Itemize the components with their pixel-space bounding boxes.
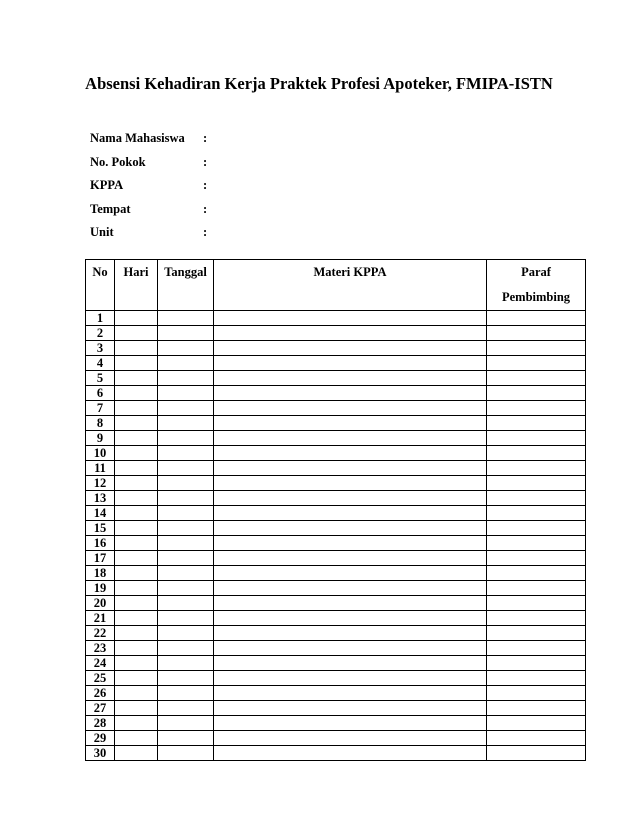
table-row — [86, 536, 586, 551]
paraf-cell[interactable] — [487, 356, 586, 371]
hari-cell[interactable] — [115, 386, 158, 401]
table-header-row — [86, 260, 586, 311]
materi-cell[interactable] — [214, 566, 487, 581]
tanggal-cell[interactable] — [158, 491, 214, 506]
header-hari: Hari — [115, 260, 158, 311]
paraf-cell[interactable] — [487, 551, 586, 566]
row-number-cell: 23 — [86, 641, 115, 656]
materi-cell[interactable] — [214, 596, 487, 611]
field-separator: : — [203, 225, 208, 239]
materi-cell[interactable] — [214, 341, 487, 356]
field-label: Unit — [90, 225, 114, 239]
materi-cell[interactable] — [214, 491, 487, 506]
materi-cell[interactable] — [214, 431, 487, 446]
paraf-cell[interactable] — [487, 461, 586, 476]
row-number-cell: 28 — [86, 716, 115, 731]
row-number-cell: 10 — [86, 446, 115, 461]
materi-cell[interactable] — [214, 701, 487, 716]
paraf-cell[interactable] — [487, 641, 586, 656]
header-paraf-pembimbing — [487, 260, 586, 311]
materi-cell[interactable] — [214, 461, 487, 476]
paraf-cell[interactable] — [487, 581, 586, 596]
hari-cell[interactable] — [115, 476, 158, 491]
table-row — [86, 491, 586, 506]
row-number-cell: 2 — [86, 326, 115, 341]
header-tanggal: Tanggal — [158, 260, 214, 311]
field-separator: : — [203, 154, 208, 169]
tanggal-cell[interactable] — [158, 476, 214, 491]
tanggal-cell[interactable] — [158, 401, 214, 416]
row-number-cell: 1 — [86, 311, 115, 326]
tanggal-cell[interactable] — [158, 731, 214, 746]
tanggal-cell[interactable] — [158, 641, 214, 656]
materi-cell[interactable] — [214, 506, 487, 521]
table-row — [86, 551, 586, 566]
row-number-cell: 4 — [86, 356, 115, 371]
hari-cell[interactable] — [115, 746, 158, 761]
row-number-cell: 20 — [86, 596, 115, 611]
materi-cell[interactable] — [214, 386, 487, 401]
hari-cell[interactable] — [115, 401, 158, 416]
hari-cell[interactable] — [115, 566, 158, 581]
table-row — [86, 656, 586, 671]
materi-cell[interactable] — [214, 521, 487, 536]
paraf-cell[interactable] — [487, 656, 586, 671]
materi-cell[interactable] — [214, 611, 487, 626]
paraf-cell[interactable] — [487, 731, 586, 746]
field-separator: : — [203, 178, 208, 192]
table-row — [86, 521, 586, 536]
hari-cell[interactable] — [115, 686, 158, 701]
row-number-cell: 6 — [86, 386, 115, 401]
hari-cell[interactable] — [115, 641, 158, 656]
paraf-cell[interactable] — [487, 611, 586, 626]
materi-cell[interactable] — [214, 356, 487, 371]
tanggal-cell[interactable] — [158, 521, 214, 536]
tanggal-cell[interactable] — [158, 386, 214, 401]
field-label: No. Pokok — [90, 154, 146, 169]
paraf-cell[interactable] — [487, 701, 586, 716]
paraf-cell[interactable] — [487, 521, 586, 536]
hari-cell[interactable] — [115, 596, 158, 611]
row-number-cell: 3 — [86, 341, 115, 356]
row-number-cell: 9 — [86, 431, 115, 446]
table-row — [86, 641, 586, 656]
tanggal-cell[interactable] — [158, 326, 214, 341]
hari-cell[interactable] — [115, 701, 158, 716]
materi-cell[interactable] — [214, 626, 487, 641]
table-row — [86, 731, 586, 746]
header-paraf-line2: Pembimbing — [501, 290, 571, 304]
header-paraf-line1: Paraf — [521, 265, 551, 279]
field-label: Nama Mahasiswa — [90, 131, 185, 145]
row-number-cell: 19 — [86, 581, 115, 596]
hari-cell[interactable] — [115, 326, 158, 341]
table-row — [86, 686, 586, 701]
row-number-cell: 30 — [86, 746, 115, 761]
row-number-cell: 8 — [86, 416, 115, 431]
table-row — [86, 626, 586, 641]
materi-cell[interactable] — [214, 641, 487, 656]
field-separator: : — [203, 131, 208, 145]
tanggal-cell[interactable] — [158, 566, 214, 581]
table-row — [86, 746, 586, 761]
table-row — [86, 446, 586, 461]
tanggal-cell[interactable] — [158, 461, 214, 476]
materi-cell[interactable] — [214, 401, 487, 416]
row-number-cell: 24 — [86, 656, 115, 671]
table-row — [86, 341, 586, 356]
hari-cell[interactable] — [115, 611, 158, 626]
tanggal-cell[interactable] — [158, 416, 214, 431]
materi-cell[interactable] — [214, 551, 487, 566]
paraf-cell[interactable] — [487, 386, 586, 401]
hari-cell[interactable] — [115, 446, 158, 461]
materi-cell[interactable] — [214, 476, 487, 491]
table-row — [86, 671, 586, 686]
hari-cell[interactable] — [115, 626, 158, 641]
row-number-cell: 7 — [86, 401, 115, 416]
tanggal-cell[interactable] — [158, 356, 214, 371]
paraf-cell[interactable] — [487, 596, 586, 611]
row-number-cell: 21 — [86, 611, 115, 626]
paraf-cell[interactable] — [487, 626, 586, 641]
paraf-cell[interactable] — [487, 536, 586, 551]
materi-cell[interactable] — [214, 371, 487, 386]
tanggal-cell[interactable] — [158, 431, 214, 446]
table-row — [86, 386, 586, 401]
materi-cell[interactable] — [214, 311, 487, 326]
tanggal-cell[interactable] — [158, 371, 214, 386]
table-row — [86, 311, 586, 326]
table-row — [86, 371, 586, 386]
table-row — [86, 461, 586, 476]
row-number-cell: 12 — [86, 476, 115, 491]
field-label: KPPA — [90, 178, 124, 192]
hari-cell[interactable] — [115, 491, 158, 506]
row-number-cell: 15 — [86, 521, 115, 536]
row-number-cell: 14 — [86, 506, 115, 521]
paraf-cell[interactable] — [487, 746, 586, 761]
paraf-cell[interactable] — [487, 566, 586, 581]
row-number-cell: 13 — [86, 491, 115, 506]
row-number-cell: 27 — [86, 701, 115, 716]
row-number-cell: 5 — [86, 371, 115, 386]
field-separator: : — [203, 201, 208, 216]
tanggal-cell[interactable] — [158, 746, 214, 761]
materi-cell[interactable] — [214, 656, 487, 671]
table-row — [86, 611, 586, 626]
header-no: No — [86, 260, 115, 311]
tanggal-cell[interactable] — [158, 656, 214, 671]
paraf-cell[interactable] — [487, 326, 586, 341]
hari-cell[interactable] — [115, 716, 158, 731]
tanggal-cell[interactable] — [158, 581, 214, 596]
table-row — [86, 431, 586, 446]
paraf-cell[interactable] — [487, 491, 586, 506]
table-row — [86, 701, 586, 716]
paraf-cell[interactable] — [487, 671, 586, 686]
tanggal-cell[interactable] — [158, 341, 214, 356]
materi-cell[interactable] — [214, 686, 487, 701]
materi-cell[interactable] — [214, 446, 487, 461]
paraf-cell[interactable] — [487, 401, 586, 416]
hari-cell[interactable] — [115, 341, 158, 356]
hari-cell[interactable] — [115, 551, 158, 566]
paraf-cell[interactable] — [487, 371, 586, 386]
materi-cell[interactable] — [214, 731, 487, 746]
table-row — [86, 356, 586, 371]
hari-cell[interactable] — [115, 671, 158, 686]
materi-cell[interactable] — [214, 326, 487, 341]
paraf-cell[interactable] — [487, 686, 586, 701]
hari-cell[interactable] — [115, 656, 158, 671]
tanggal-cell[interactable] — [158, 551, 214, 566]
materi-cell[interactable] — [214, 671, 487, 686]
page-title: Absensi Kehadiran Kerja Praktek Profesi Apoteker, FMIPA-ISTN — [85, 74, 553, 93]
materi-cell[interactable] — [214, 416, 487, 431]
row-number-cell: 25 — [86, 671, 115, 686]
hari-cell[interactable] — [115, 461, 158, 476]
hari-cell[interactable] — [115, 356, 158, 371]
hari-cell[interactable] — [115, 581, 158, 596]
table-row — [86, 581, 586, 596]
hari-cell[interactable] — [115, 416, 158, 431]
paraf-cell[interactable] — [487, 431, 586, 446]
header-materi-kppa: Materi KPPA — [214, 260, 487, 311]
table-body — [86, 311, 586, 761]
row-number-cell: 18 — [86, 566, 115, 581]
tanggal-cell[interactable] — [158, 536, 214, 551]
tanggal-cell[interactable] — [158, 626, 214, 641]
table-row — [86, 566, 586, 581]
table-row — [86, 326, 586, 341]
row-number-cell: 16 — [86, 536, 115, 551]
paraf-cell[interactable] — [487, 446, 586, 461]
table-row — [86, 506, 586, 521]
attendance-table — [85, 259, 586, 761]
hari-cell[interactable] — [115, 536, 158, 551]
hari-cell[interactable] — [115, 371, 158, 386]
materi-cell[interactable] — [214, 581, 487, 596]
hari-cell[interactable] — [115, 431, 158, 446]
paraf-cell[interactable] — [487, 506, 586, 521]
materi-cell[interactable] — [214, 536, 487, 551]
field-label: Tempat — [90, 201, 131, 216]
table-row — [86, 476, 586, 491]
tanggal-cell[interactable] — [158, 506, 214, 521]
row-number-cell: 29 — [86, 731, 115, 746]
materi-cell[interactable] — [214, 746, 487, 761]
tanggal-cell[interactable] — [158, 716, 214, 731]
tanggal-cell[interactable] — [158, 311, 214, 326]
paraf-cell[interactable] — [487, 311, 586, 326]
table-row — [86, 716, 586, 731]
tanggal-cell[interactable] — [158, 611, 214, 626]
tanggal-cell[interactable] — [158, 686, 214, 701]
paraf-cell[interactable] — [487, 476, 586, 491]
tanggal-cell[interactable] — [158, 446, 214, 461]
hari-cell[interactable] — [115, 506, 158, 521]
hari-cell[interactable] — [115, 731, 158, 746]
tanggal-cell[interactable] — [158, 701, 214, 716]
row-number-cell: 22 — [86, 626, 115, 641]
paraf-cell[interactable] — [487, 416, 586, 431]
table-row — [86, 401, 586, 416]
hari-cell[interactable] — [115, 311, 158, 326]
hari-cell[interactable] — [115, 521, 158, 536]
paraf-cell[interactable] — [487, 341, 586, 356]
tanggal-cell[interactable] — [158, 596, 214, 611]
row-number-cell: 17 — [86, 551, 115, 566]
materi-cell[interactable] — [214, 716, 487, 731]
paraf-cell[interactable] — [487, 716, 586, 731]
table-row — [86, 596, 586, 611]
row-number-cell: 26 — [86, 686, 115, 701]
tanggal-cell[interactable] — [158, 671, 214, 686]
row-number-cell: 11 — [86, 461, 115, 476]
table-row — [86, 416, 586, 431]
